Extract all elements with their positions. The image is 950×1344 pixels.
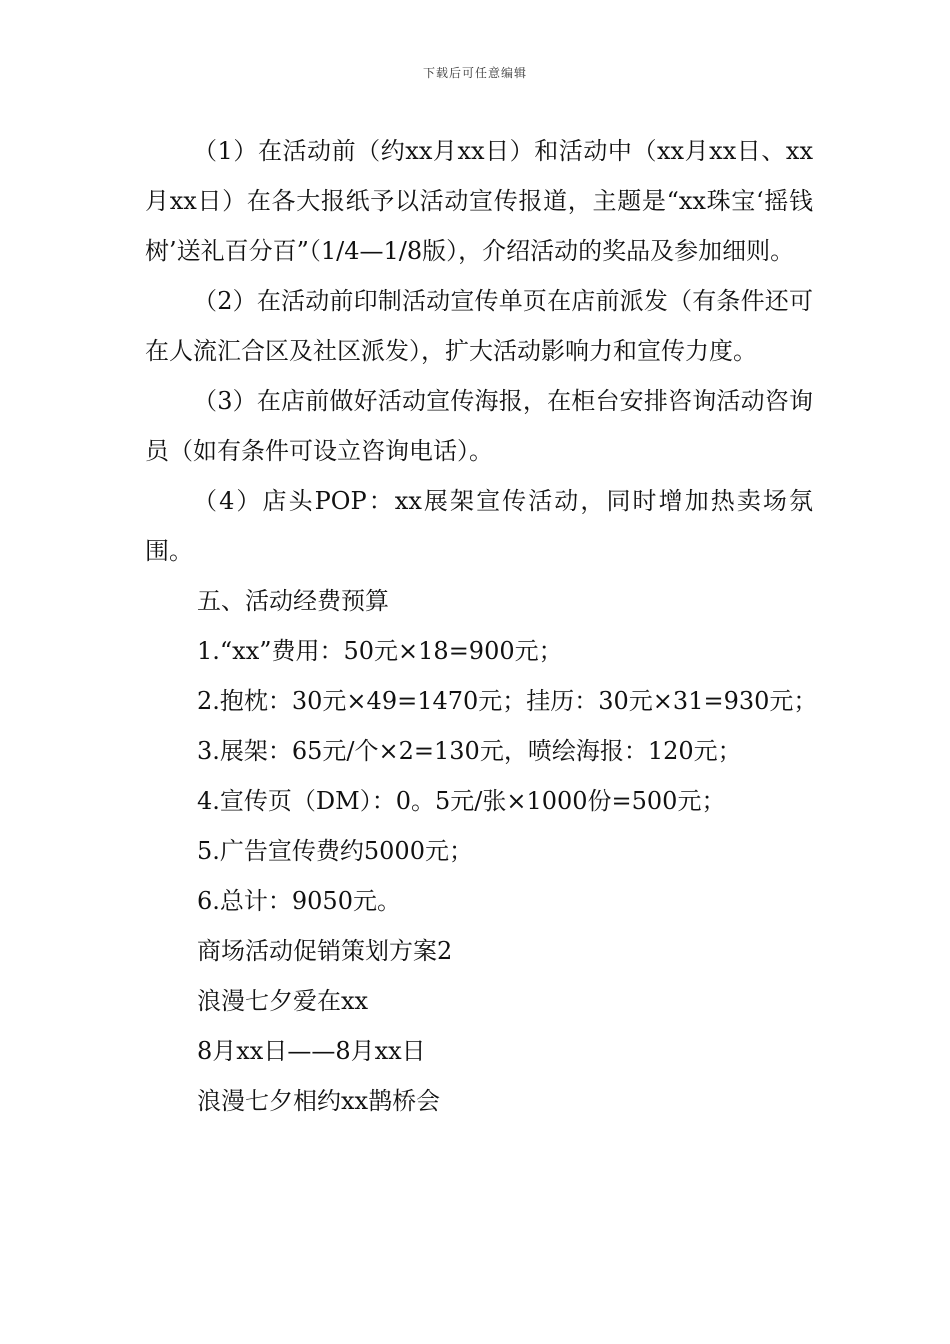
paragraph-pop: （4）店头POP：xx展架宣传活动，同时增加热卖场氛围。	[145, 487, 813, 565]
document-body	[145, 126, 818, 1126]
paragraph-flyers: （2）在活动前印制活动宣传单页在店前派发（有条件还可在人流汇合区及社区派发），扩大活动影响力和宣传力度。	[145, 287, 813, 365]
budget-item: 3.展架：65元/个×2=130元，喷绘海报：120元；	[197, 737, 742, 765]
paragraph-newspaper-promo: （1）在活动前（约xx月xx日）和活动中（xx月xx日、xx月xx日）在各大报纸予以活动宣传报道，主题是“xx珠宝‘摇钱树’送礼百分百”（1/4—1/8版），介绍活动的奖品及参加细则。	[145, 137, 813, 265]
plan2-theme: 浪漫七夕爱在xx	[197, 987, 369, 1015]
section-title-budget: 五、活动经费预算	[197, 587, 389, 615]
budget-item: 6.总计：9050元。	[197, 887, 401, 915]
budget-item: 2.抱枕：30元×49=1470元；挂历：30元×31=930元；	[197, 687, 818, 715]
plan2-event: 浪漫七夕相约xx鹊桥会	[197, 1087, 441, 1115]
budget-item: 1.“xx”费用：50元×18=900元；	[197, 637, 563, 665]
budget-item: 4.宣传页（DM）：0。5元/张×1000份=500元；	[197, 787, 726, 815]
plan2-dates: 8月xx日——8月xx日	[197, 1037, 426, 1065]
budget-item: 5.广告宣传费约5000元；	[197, 837, 473, 865]
paragraph-posters: （3）在店前做好活动宣传海报，在柜台安排咨询活动咨询员（如有条件可设立咨询电话）。	[145, 387, 813, 465]
plan2-title: 商场活动促销策划方案2	[197, 937, 453, 965]
download-note: 下载后可任意编辑	[422, 66, 527, 80]
